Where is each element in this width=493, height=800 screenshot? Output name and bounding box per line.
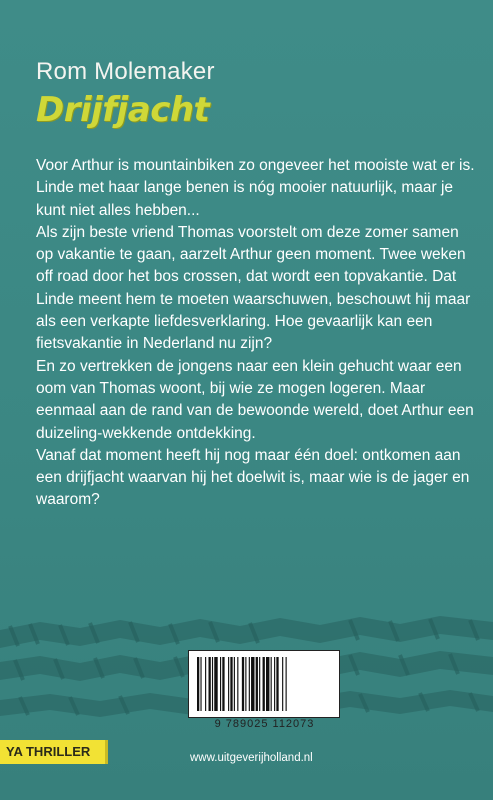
blurb-paragraph: Als zijn beste vriend Thomas voorstelt om deze zomer samen op vakantie te gaan, aarzelt Arthur geen moment. Twee weken off road door het bos crossen, dat wordt een topvakantie. Dat Linde meent hem te moeten waarschuwen, beschouwt hij maar als een verkapte liefdesverklaring. Hoe gevaarlijk kan een fietsvakantie in Nederland nu zijn? (36, 223, 471, 353)
genre-badge: YA THRILLER (0, 740, 108, 764)
blurb-text (36, 155, 476, 512)
publisher-website: www.uitgeverijholland.nl (190, 752, 313, 764)
book-title: Drijfjacht (36, 90, 210, 130)
isbn-number: 9 789025 112073 (214, 718, 315, 730)
blurb-paragraph: En zo vertrekken de jongens naar een klein gehucht waar een oom van Thomas woont, bij wie ze mogen logeren. Maar eenmaal aan de rand van de bewoonde wereld, doet Arthur een duizeling-wekkende ontdekking. (36, 357, 474, 442)
barcode (188, 650, 340, 718)
blurb-paragraph: Voor Arthur is mountainbiken zo ongeveer het mooiste wat er is. Linde met haar lange benen is nóg mooier natuurlijk, maar je kunt niet alles hebben... (36, 157, 475, 219)
author-name: Rom Molemaker (36, 58, 215, 85)
barcode-bars (195, 657, 333, 711)
blurb-paragraph: Vanaf dat moment heeft hij nog maar één doel: ontkomen aan een drijfjacht waarvan hij het doelwit is, maar wie is de jager en waarom? (36, 446, 470, 509)
